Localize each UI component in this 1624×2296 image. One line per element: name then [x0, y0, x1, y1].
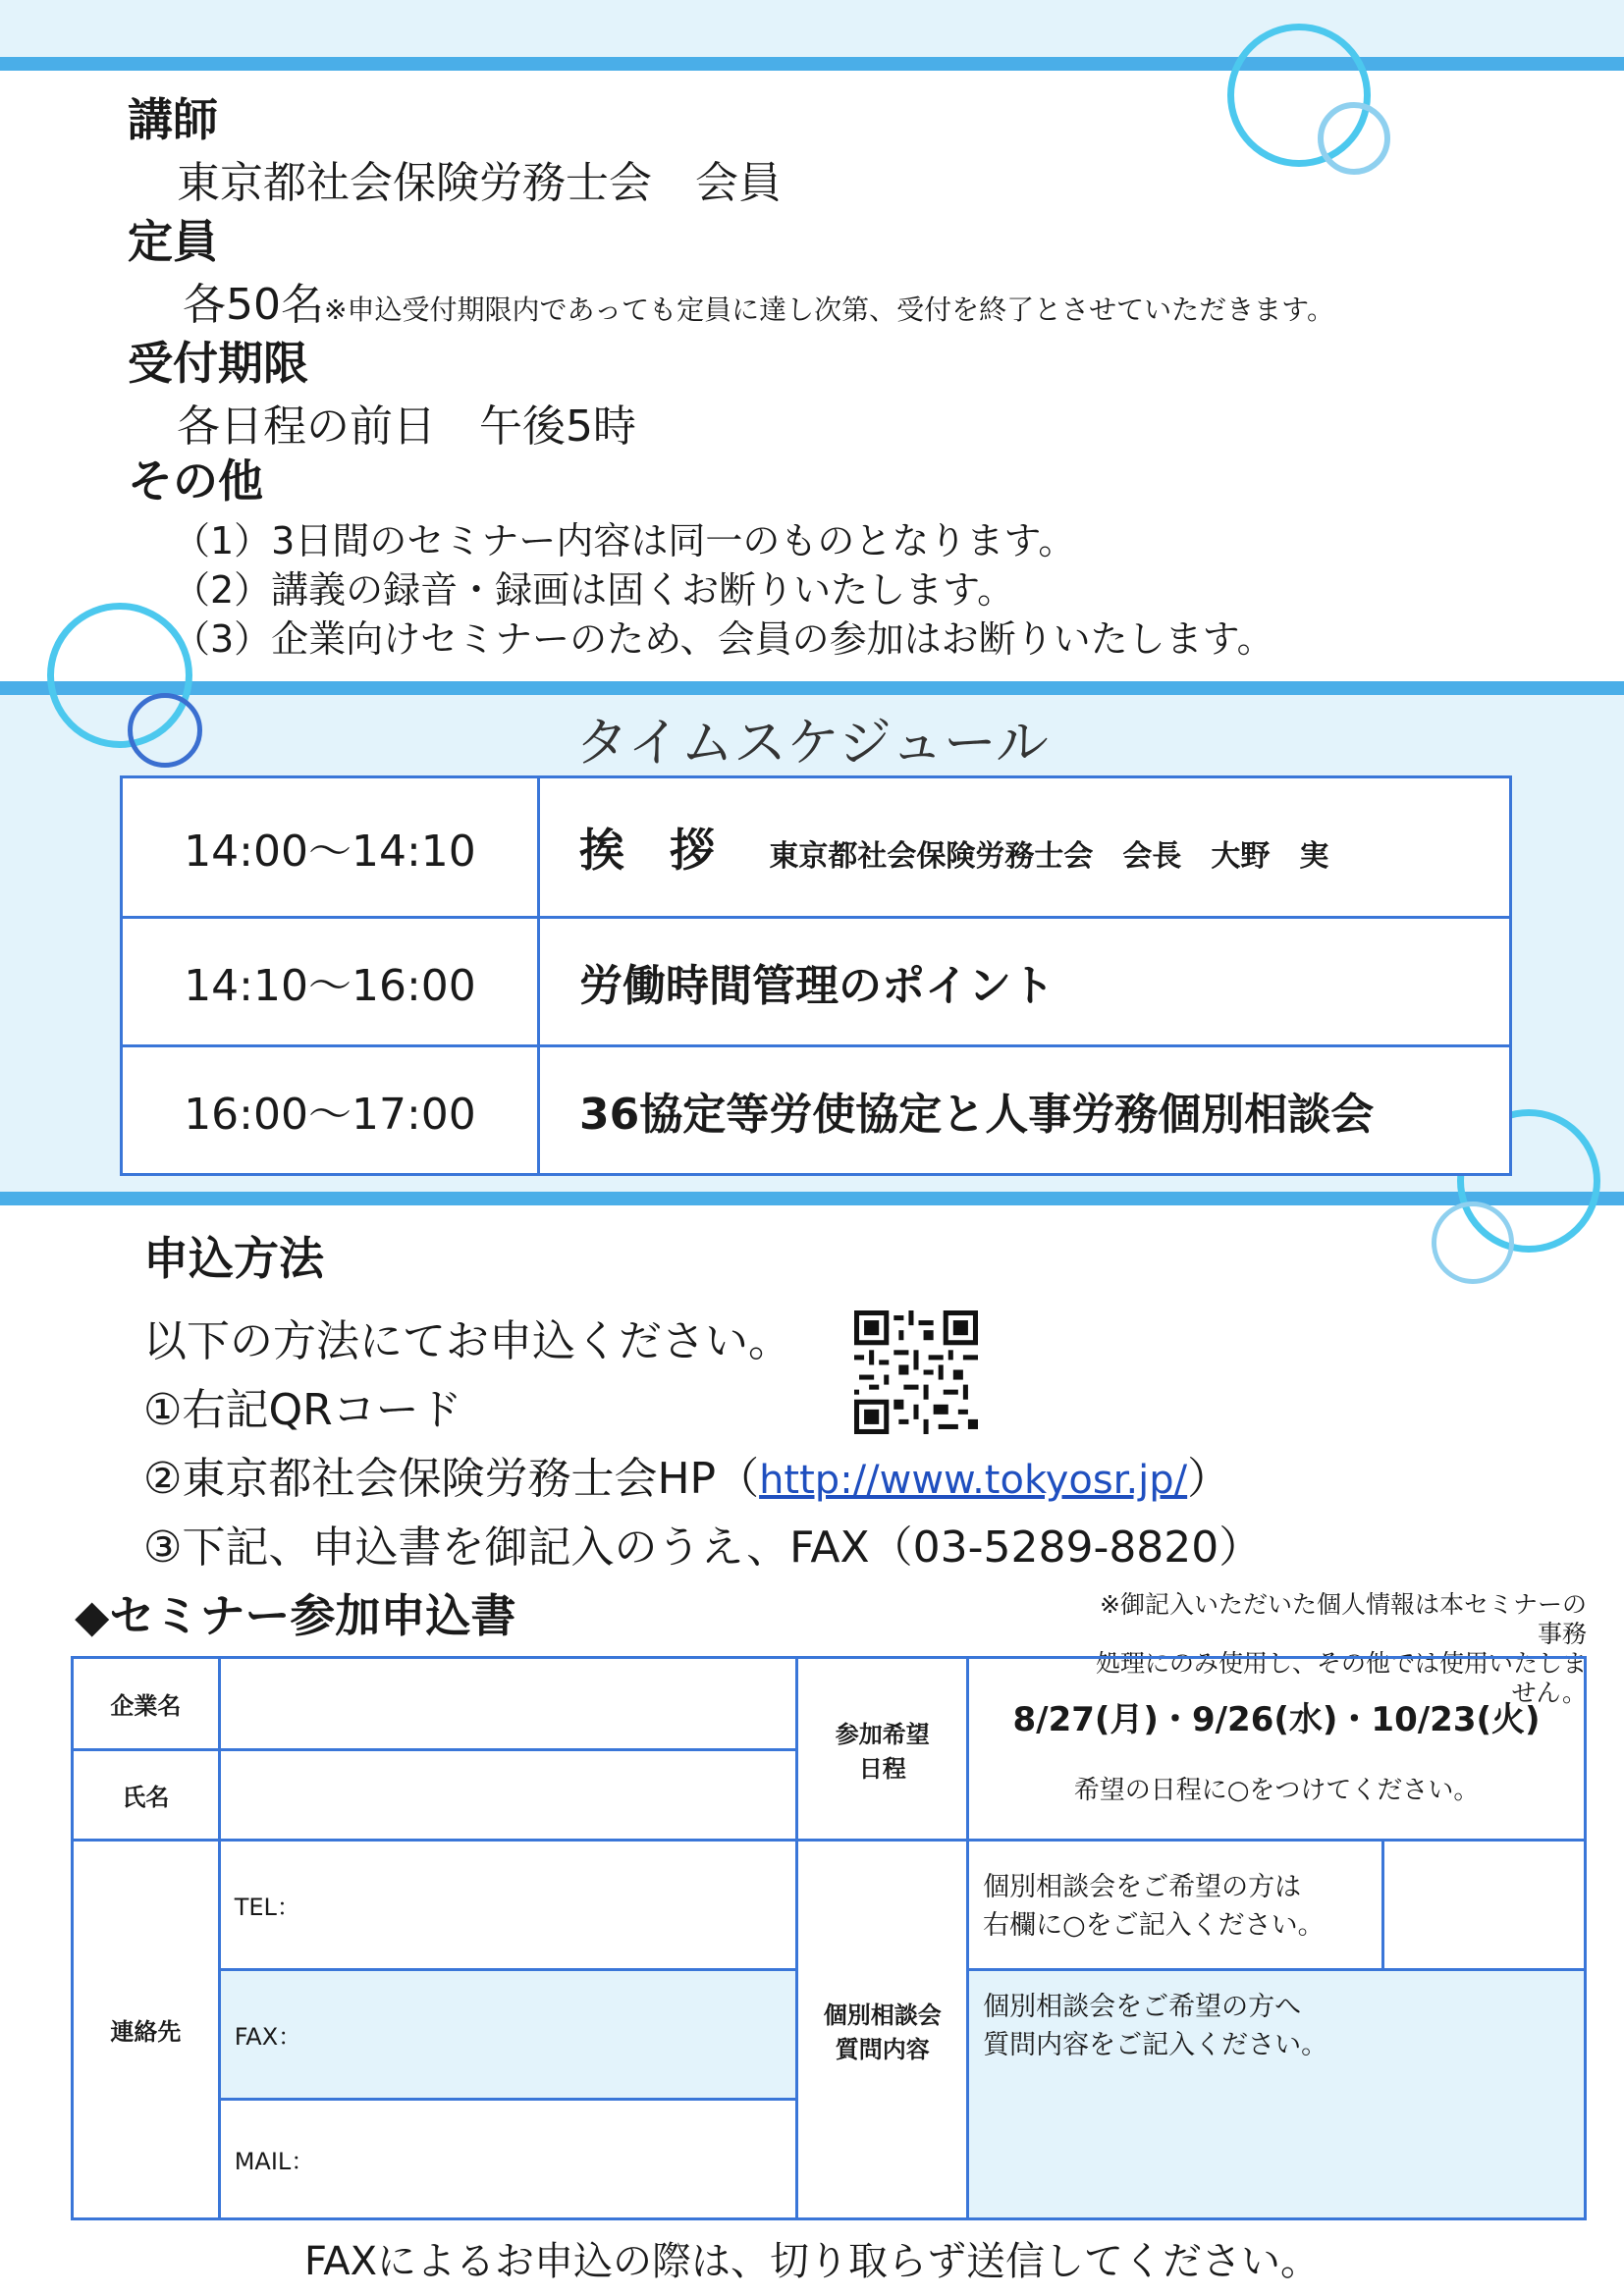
top-divider	[0, 57, 1624, 71]
schedule-item: 労働時間管理のポイント	[539, 918, 1511, 1046]
tel-label: TEL：	[234, 1894, 300, 1921]
schedule-sub: 東京都社会保険労務士会 会長 大野 実	[769, 839, 1329, 874]
decor-circle-icon	[1432, 1201, 1514, 1284]
website-link[interactable]: http://www.tokyosr.jp/	[759, 1458, 1188, 1503]
privacy-note-line: ※御記入いただいた個人情報は本セミナーの事務	[1100, 1590, 1587, 1648]
capacity-note: ※申込受付期限内であっても定員に達し次第、受付を終了とさせていただきます。	[324, 294, 1334, 326]
schedule-item-cell	[539, 777, 1511, 918]
apply-method-hp	[143, 1443, 1230, 1506]
instructor-heading: 講師	[128, 93, 218, 146]
schedule-table	[120, 775, 1512, 1176]
consult-request-mark-field[interactable]	[1383, 1841, 1586, 1970]
company-field[interactable]	[219, 1658, 797, 1750]
consult-label-line: 個別相談会	[823, 2001, 942, 2029]
deadline-heading: 受付期限	[128, 337, 308, 390]
consult-request-line: 右欄に○をご記入ください。	[983, 1910, 1325, 1941]
date-note: 希望の日程に○をつけてください。	[1073, 1775, 1480, 1805]
date-label-line: 参加希望	[835, 1720, 930, 1748]
date-choices: 8/27(月)・9/26(水)・10/23(火)	[1012, 1699, 1541, 1739]
top-band	[0, 0, 1624, 59]
table-row	[122, 777, 1511, 918]
other-item: （1）3日間のセミナー内容は同一のものとなります。	[173, 519, 1076, 562]
schedule-item: 36協定等労使協定と人事労務個別相談会	[539, 1046, 1511, 1175]
capacity-line	[183, 269, 1334, 332]
fax-label: FAX：	[234, 2023, 302, 2051]
date-options[interactable]	[968, 1658, 1586, 1841]
schedule-bottom-divider	[0, 1192, 1624, 1205]
table-row	[122, 1046, 1511, 1175]
qr-code-icon[interactable]	[854, 1310, 978, 1434]
date-label-line: 日程	[858, 1754, 906, 1783]
capacity-heading: 定員	[128, 215, 218, 268]
name-field[interactable]	[219, 1750, 797, 1841]
apply-method-hp-prefix: ②東京都社会保険労務士会HP（	[143, 1454, 760, 1504]
table-row	[73, 1841, 1586, 1970]
fax-field[interactable]	[219, 1970, 797, 2100]
capacity-value: 各50名	[183, 280, 324, 330]
instructor-value: 東京都社会保険労務士会 会員	[177, 158, 782, 208]
form-title: ◆セミナー参加申込書	[75, 1589, 516, 1642]
schedule-time: 14:10～16:00	[122, 918, 539, 1046]
decor-circle-icon	[1318, 102, 1390, 175]
apply-method-fax: ③下記、申込書を御記入のうえ、FAX（03-5289-8820）	[143, 1522, 1263, 1573]
consult-question-line: 個別相談会をご希望の方へ	[983, 1992, 1302, 2022]
consult-request-prompt	[968, 1841, 1383, 1970]
apply-intro: 以下の方法にてお申込ください。	[143, 1316, 791, 1366]
consult-label-line: 質問内容	[835, 2035, 930, 2063]
apply-heading: 申込方法	[143, 1232, 324, 1285]
consult-question-field[interactable]	[968, 1970, 1586, 2219]
consult-label	[797, 1841, 968, 2219]
date-label	[797, 1658, 968, 1841]
table-row	[122, 918, 1511, 1046]
company-label: 企業名	[73, 1658, 220, 1750]
other-heading: その他	[128, 454, 263, 507]
apply-method-qr: ①右記QRコード	[143, 1385, 462, 1435]
consult-question-line: 質問内容をご記入ください。	[983, 2030, 1328, 2060]
mail-label: MAIL：	[234, 2148, 315, 2175]
tel-field[interactable]	[219, 1841, 797, 1970]
schedule-item: 挨 拶	[579, 824, 715, 877]
other-item: （2）講義の録音・録画は固くお断りいたします。	[173, 568, 1015, 612]
other-item: （3）企業向けセミナーのため、会員の参加はお断りいたします。	[173, 617, 1274, 661]
deadline-value: 各日程の前日 午後5時	[177, 401, 636, 452]
consult-request-line: 個別相談会をご希望の方は	[983, 1872, 1302, 1902]
schedule-title: タイムスケジュール	[575, 712, 1049, 774]
application-form	[71, 1656, 1587, 2220]
schedule-time: 16:00～17:00	[122, 1046, 539, 1175]
name-label: 氏名	[73, 1750, 220, 1841]
mail-field[interactable]	[219, 2100, 797, 2219]
footer-note: FAXによるお申込の際は、切り取らず送信してください。	[303, 2239, 1321, 2284]
schedule-top-divider	[0, 681, 1624, 695]
contact-label: 連絡先	[73, 1841, 220, 2219]
privacy-note-line: 処理にのみ使用し、その他では使用いたしません。	[1095, 1649, 1587, 1707]
schedule-time: 14:00～14:10	[122, 777, 539, 918]
apply-method-hp-suffix: ）	[1187, 1454, 1231, 1504]
table-row	[73, 1658, 1586, 1750]
